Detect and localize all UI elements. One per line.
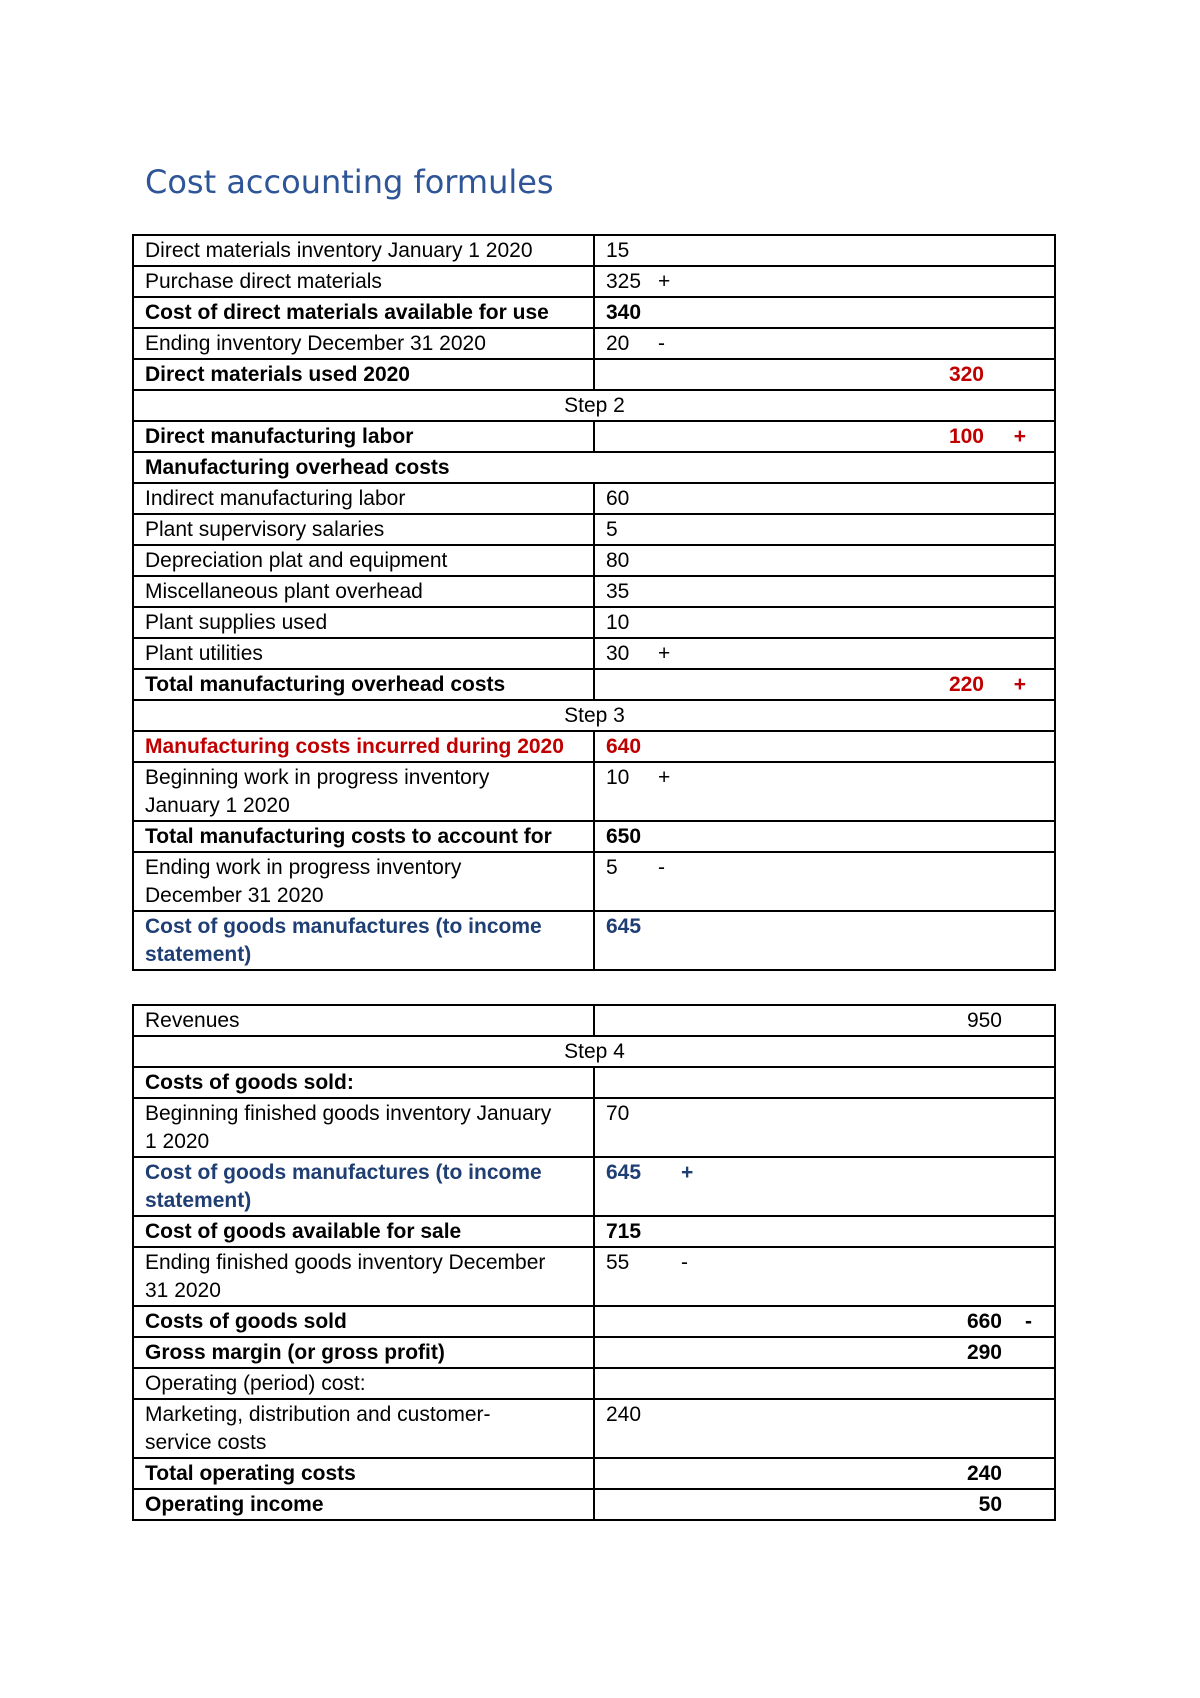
row-value: 30 + xyxy=(594,638,1055,669)
row-label: Costs of goods sold xyxy=(133,1306,594,1337)
row-label: Beginning finished goods inventory January 1 2020 xyxy=(133,1098,594,1157)
row-value: 950 xyxy=(594,1005,1055,1036)
step-heading: Step 3 xyxy=(133,700,1055,731)
table-row xyxy=(133,266,1055,297)
row-value: 35 xyxy=(594,576,1055,607)
table-row xyxy=(133,1458,1055,1489)
table-row xyxy=(133,731,1055,762)
table-row xyxy=(133,638,1055,669)
table-row xyxy=(133,421,1055,452)
step-heading: Step 4 xyxy=(133,1036,1055,1067)
row-value: 645 + xyxy=(594,1157,1055,1216)
table-row xyxy=(133,1157,1055,1216)
table-row xyxy=(133,762,1055,821)
table-row xyxy=(133,700,1055,731)
table-row xyxy=(133,576,1055,607)
row-value: 5 xyxy=(594,514,1055,545)
row-label: Manufacturing costs incurred during 2020 xyxy=(133,731,594,762)
row-label: Indirect manufacturing labor xyxy=(133,483,594,514)
row-value: 715 xyxy=(594,1216,1055,1247)
row-value: 220 + xyxy=(594,669,1055,700)
row-value: 100 + xyxy=(594,421,1055,452)
row-value: 55 - xyxy=(594,1247,1055,1306)
table-row xyxy=(133,359,1055,390)
row-value: 20 - xyxy=(594,328,1055,359)
row-value: 325 + xyxy=(594,266,1055,297)
row-label: Direct materials inventory January 1 2020 xyxy=(133,235,594,266)
table-row xyxy=(133,1005,1055,1036)
row-value: 240 xyxy=(594,1458,1055,1489)
income-statement-table xyxy=(132,1004,1056,1521)
table-row xyxy=(133,1368,1055,1399)
table-row xyxy=(133,297,1055,328)
table-row xyxy=(133,852,1055,911)
table-row xyxy=(133,1306,1055,1337)
table-row xyxy=(133,328,1055,359)
row-label: Plant supervisory salaries xyxy=(133,514,594,545)
table-row xyxy=(133,911,1055,970)
table-row xyxy=(133,1399,1055,1458)
table-row xyxy=(133,669,1055,700)
row-value: 10 + xyxy=(594,762,1055,821)
table-row xyxy=(133,1036,1055,1067)
row-label: Operating income xyxy=(133,1489,594,1520)
row-label: Ending work in progress inventory December 31 2020 xyxy=(133,852,594,911)
row-value xyxy=(594,1067,1055,1098)
row-label: Cost of direct materials available for use xyxy=(133,297,594,328)
row-label: Direct materials used 2020 xyxy=(133,359,594,390)
table-row xyxy=(133,1098,1055,1157)
row-label: Ending inventory December 31 2020 xyxy=(133,328,594,359)
row-label: Ending finished goods inventory December 31 2020 xyxy=(133,1247,594,1306)
row-value: 240 xyxy=(594,1399,1055,1458)
row-value: 645 xyxy=(594,911,1055,970)
table-row xyxy=(133,235,1055,266)
row-value xyxy=(594,1368,1055,1399)
table-row xyxy=(133,1247,1055,1306)
row-label: Marketing, distribution and customer- service costs xyxy=(133,1399,594,1458)
table-row xyxy=(133,545,1055,576)
row-label: Depreciation plat and equipment xyxy=(133,545,594,576)
row-value: 290 xyxy=(594,1337,1055,1368)
row-label: Revenues xyxy=(133,1005,594,1036)
page-title: Cost accounting formules xyxy=(145,163,554,201)
table-row xyxy=(133,514,1055,545)
row-value: 5 - xyxy=(594,852,1055,911)
row-label: Total manufacturing costs to account for xyxy=(133,821,594,852)
row-label: Total operating costs xyxy=(133,1458,594,1489)
row-label: Cost of goods manufactures (to income statement) xyxy=(133,1157,594,1216)
row-label: Total manufacturing overhead costs xyxy=(133,669,594,700)
row-label: Manufacturing overhead costs xyxy=(133,452,1055,483)
row-label: Costs of goods sold: xyxy=(133,1067,594,1098)
row-value: 60 xyxy=(594,483,1055,514)
row-label: Cost of goods manufactures (to income statement) xyxy=(133,911,594,970)
row-label: Purchase direct materials xyxy=(133,266,594,297)
row-label: Miscellaneous plant overhead xyxy=(133,576,594,607)
table-row xyxy=(133,1067,1055,1098)
table-row xyxy=(133,390,1055,421)
row-label: Beginning work in progress inventory January 1 2020 xyxy=(133,762,594,821)
table-row xyxy=(133,1216,1055,1247)
manufacturing-cost-table xyxy=(132,234,1056,971)
table-row xyxy=(133,821,1055,852)
row-value: 50 xyxy=(594,1489,1055,1520)
table-row xyxy=(133,483,1055,514)
row-label: Cost of goods available for sale xyxy=(133,1216,594,1247)
table-row xyxy=(133,607,1055,638)
step-heading: Step 2 xyxy=(133,390,1055,421)
row-value: 340 xyxy=(594,297,1055,328)
row-label: Plant utilities xyxy=(133,638,594,669)
table-row xyxy=(133,1489,1055,1520)
row-value: 10 xyxy=(594,607,1055,638)
row-label: Gross margin (or gross profit) xyxy=(133,1337,594,1368)
row-value: 320 xyxy=(594,359,1055,390)
table-row xyxy=(133,452,1055,483)
row-label: Direct manufacturing labor xyxy=(133,421,594,452)
row-value: 650 xyxy=(594,821,1055,852)
row-value: 70 xyxy=(594,1098,1055,1157)
row-value: 15 xyxy=(594,235,1055,266)
row-label: Operating (period) cost: xyxy=(133,1368,594,1399)
row-value: 80 xyxy=(594,545,1055,576)
row-label: Plant supplies used xyxy=(133,607,594,638)
table-row xyxy=(133,1337,1055,1368)
row-value: 660 - xyxy=(594,1306,1055,1337)
row-value: 640 xyxy=(594,731,1055,762)
